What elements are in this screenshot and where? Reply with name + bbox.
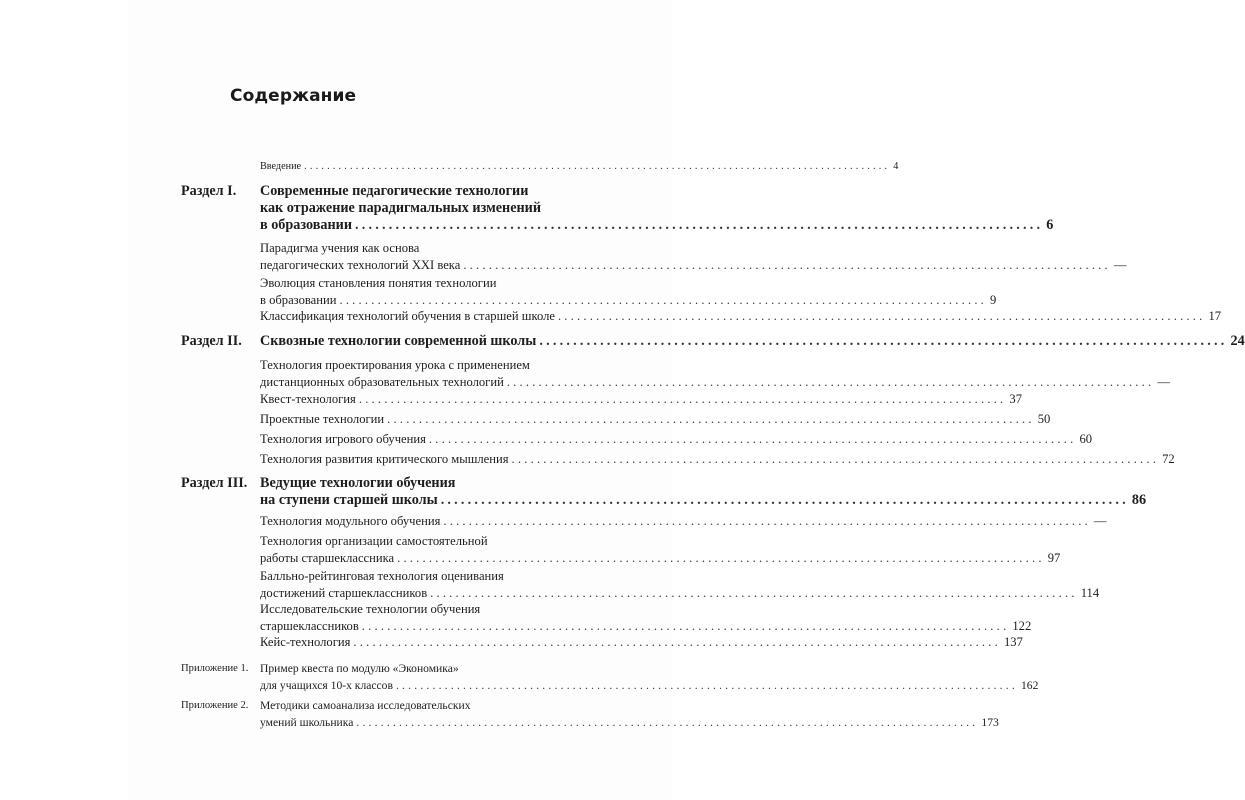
entry-text: Технология проектирования урока с применением [260,358,530,372]
page-number: — [1157,375,1170,389]
entry-line [260,160,899,174]
entry-line [260,292,997,309]
page-number: 97 [1047,551,1061,565]
dot-leader: ...................................................................................................... [397,551,1045,565]
entry-body [260,601,1032,635]
dot-leader: ...................................................................................................... [430,586,1078,600]
page-number: 4 [893,161,899,172]
entry-body [260,160,899,174]
appendix-label: Приложение 1. [181,663,249,674]
section-title [260,475,1147,509]
entry-line [260,601,610,618]
entry-text: Технология игрового обучения [260,432,426,446]
dot-leader: ...................................................................................................... [304,161,891,172]
page-number: 9 [990,293,997,307]
entry-line [260,618,1032,635]
dot-leader: ...................................................................................................... [506,375,1155,389]
entry-line [260,275,610,292]
entry-text: достижений старшеклассников [260,586,428,600]
entry-line [260,475,610,492]
dot-leader: ...................................................................................................... [557,309,1206,323]
dot-leader: ...................................................................................................... [428,432,1077,446]
entry-body [260,451,1175,468]
page-number: 37 [1009,392,1022,406]
entry-line [260,550,1061,567]
entry-line [260,240,610,257]
page-number: — [1093,514,1107,528]
entry-line [260,183,610,200]
page-number: 50 [1037,412,1051,426]
section-label: Раздел II. [181,333,242,349]
appendix-title [260,660,1039,694]
page-number: 137 [1003,635,1023,649]
page-number: 162 [1020,679,1039,692]
dot-leader: ...................................................................................................... [387,412,1035,426]
entry-text: Ведущие технологии обучения [260,475,456,491]
dot-leader: ...................................................................................................... [339,293,988,307]
entry-text: как отражение парадигмальных изменений [260,200,542,216]
section-title [260,333,1245,350]
page-number: — [1113,258,1127,272]
entry-line [260,634,1023,651]
entry-body [260,308,1222,325]
page-number: 173 [981,716,999,729]
entry-text: Технология модульного обучения [260,514,441,528]
entry-line [260,451,1175,468]
entry-line [260,257,1127,274]
entry-text: Пример квеста по модулю «Экономика» [260,662,459,675]
dot-leader: ...................................................................................................... [353,635,1001,649]
page-number: 17 [1208,309,1222,323]
entry-line [260,697,610,714]
appendix-title [260,697,999,731]
entry-text: Сквозные технологии современной школы [260,333,537,349]
entry-body [260,431,1093,448]
entry-text: Технология развития критического мышления [260,452,509,466]
dot-leader: ...................................................................................................... [358,392,1007,406]
entry-text: Классификация технологий обучения в старшей школе [260,309,555,323]
entry-line [260,217,1054,234]
entry-body [260,357,1170,391]
entry-body [260,533,1061,567]
dot-leader: ...................................................................................................... [463,258,1111,272]
entry-line [260,677,1039,694]
dot-leader: ...................................................................................................... [539,333,1228,349]
entry-text: умений школьника [260,716,354,729]
dot-leader: ...................................................................................................... [511,452,1160,466]
entry-line [260,585,1100,602]
entry-body [260,240,1127,274]
entry-text: в образовании [260,217,353,233]
entry-line [260,391,1022,408]
section-title [260,183,1054,234]
entry-body [260,568,1100,602]
dot-leader: ...................................................................................................... [355,217,1044,233]
entry-body [260,275,997,309]
entry-line [260,357,610,374]
entry-line [260,374,1170,391]
entry-body [260,513,1107,530]
section-label: Раздел I. [181,183,237,199]
entry-body [260,411,1051,428]
entry-text: Технология организации самостоятельной [260,534,488,548]
entry-text: Методики самоанализа исследовательских [260,699,471,712]
entry-text: Проектные технологии [260,412,385,426]
section-label: Раздел III. [181,475,248,491]
entry-text: Кейс-технология [260,635,351,649]
entry-text: Исследовательские технологии обучения [260,602,481,616]
entry-line [260,411,1051,428]
entry-text: на ступени старшей школы [260,492,438,508]
entry-line [260,492,1147,509]
entry-text: дистанционных образовательных технологий [260,375,504,389]
entry-text: для учащихся 10-х классов [260,679,393,692]
dot-leader: ...................................................................................................... [356,716,979,729]
entry-body [260,391,1022,408]
dot-leader: ...................................................................................................... [443,514,1091,528]
entry-line [260,308,1222,325]
entry-text: Современные педагогические технологии [260,183,529,199]
entry-line [260,513,1107,530]
page-number: 114 [1080,586,1100,600]
entry-text: Парадигма учения как основа [260,241,420,255]
entry-line [260,714,999,731]
page-number: 72 [1162,452,1175,466]
page-number: 122 [1012,619,1032,633]
dot-leader: ...................................................................................................... [395,679,1018,692]
entry-line [260,568,610,585]
entry-line [260,333,1245,350]
page-title: Содержание [230,86,357,106]
entry-text: Введение [260,161,302,172]
entry-text: работы старшеклассника [260,551,395,565]
entry-text: Балльно-рейтинговая технология оценивания [260,569,504,583]
entry-line [260,660,610,677]
entry-text: Эволюция становления понятия технологии [260,276,497,290]
entry-body [260,634,1023,651]
entry-line [260,431,1093,448]
entry-line [260,200,610,217]
appendix-label: Приложение 2. [181,700,249,711]
page-number: 6 [1046,217,1054,233]
dot-leader: ...................................................................................................... [361,619,1010,633]
entry-text: Квест-технология [260,392,356,406]
page-number: 24 [1230,333,1245,349]
entry-line [260,533,610,550]
dot-leader: ...................................................................................................... [440,492,1129,508]
entry-text: старшеклассников [260,619,359,633]
entry-text: в образовании [260,293,337,307]
page-number: 86 [1131,492,1147,508]
page-number: 60 [1079,432,1093,446]
entry-text: педагогических технологий XXI века [260,258,461,272]
